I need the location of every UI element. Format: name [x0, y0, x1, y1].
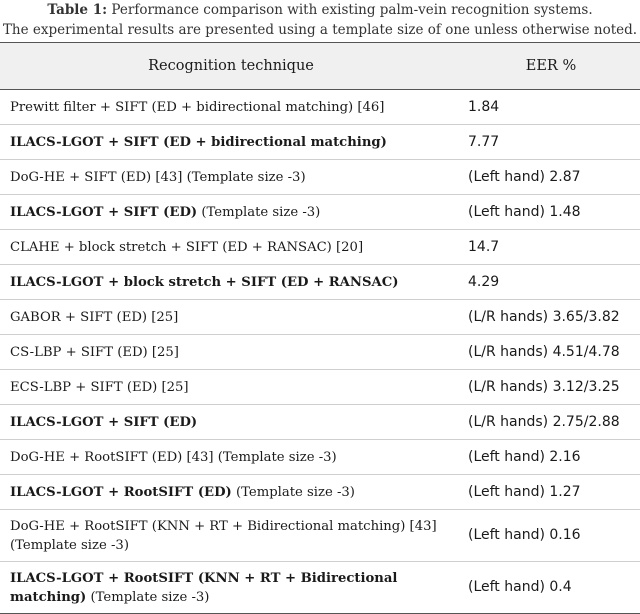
table-row: [0, 90, 640, 125]
technique-text: Prewitt filter + SIFT (ED + bidirectional matching) [46]: [10, 99, 385, 115]
technique-cell: [0, 405, 462, 440]
eer-cell: (L/R hands) 3.65/3.82: [462, 300, 640, 335]
technique-cell: [0, 160, 462, 195]
eer-cell: (L/R hands) 2.75/2.88: [462, 405, 640, 440]
technique-cell: [0, 300, 462, 335]
technique-cell: [0, 90, 462, 125]
eer-cell: (L/R hands) 3.12/3.25: [462, 370, 640, 405]
table-row: [0, 562, 640, 614]
table-row: [0, 405, 640, 440]
technique-cell: [0, 335, 462, 370]
table-row: [0, 370, 640, 405]
table-row: [0, 125, 640, 160]
caption-line-1: Performance comparison with existing palm-vein recognition systems.: [107, 2, 593, 18]
eer-cell: (L/R hands) 4.51/4.78: [462, 335, 640, 370]
table-caption: [0, 0, 640, 42]
technique-text: DoG-HE + SIFT (ED) [43] (Template size -3): [10, 169, 306, 185]
table-row: [0, 265, 640, 300]
header-eer: EER %: [462, 43, 640, 90]
technique-cell: [0, 195, 462, 230]
technique-cell: [0, 475, 462, 510]
table-row: [0, 160, 640, 195]
table-row: [0, 300, 640, 335]
table-row: [0, 195, 640, 230]
caption-label: Table 1:: [47, 2, 108, 18]
technique-text: GABOR + SIFT (ED) [25]: [10, 309, 179, 325]
comparison-table: [0, 42, 640, 614]
eer-cell: 14.7: [462, 230, 640, 265]
eer-cell: (Left hand) 0.16: [462, 510, 640, 562]
table-header-row: [0, 43, 640, 90]
technique-text: DoG-HE + RootSIFT (ED) [43] (Template size -3): [10, 449, 337, 465]
technique-text: CS-LBP + SIFT (ED) [25]: [10, 344, 179, 360]
technique-text: (Template size -3): [86, 589, 210, 605]
table-row: [0, 510, 640, 562]
header-technique: Recognition technique: [0, 43, 462, 90]
technique-text: DoG-HE + RootSIFT (KNN + RT + Bidirectional matching) [43] (Template size -3): [10, 518, 437, 553]
eer-cell: (Left hand) 1.27: [462, 475, 640, 510]
technique-bold: ILACS-LGOT + block stretch + SIFT (ED + RANSAC): [10, 274, 399, 290]
technique-cell: [0, 265, 462, 300]
technique-cell: [0, 510, 462, 562]
eer-cell: (Left hand) 2.16: [462, 440, 640, 475]
table-row: [0, 230, 640, 265]
table-row: [0, 475, 640, 510]
eer-cell: 1.84: [462, 90, 640, 125]
technique-cell: [0, 125, 462, 160]
table-row: [0, 440, 640, 475]
technique-text: (Template size -3): [197, 204, 321, 220]
technique-cell: [0, 370, 462, 405]
technique-bold: ILACS-LGOT + SIFT (ED + bidirectional matching): [10, 134, 387, 150]
table-row: [0, 335, 640, 370]
technique-bold: ILACS-LGOT + SIFT (ED): [10, 204, 198, 220]
technique-bold: ILACS-LGOT + SIFT (ED): [10, 414, 198, 430]
technique-text: (Template size -3): [231, 484, 355, 500]
eer-cell: 4.29: [462, 265, 640, 300]
technique-cell: [0, 440, 462, 475]
technique-bold: ILACS-LGOT + RootSIFT (KNN + RT + Bidirectional matching): [10, 570, 398, 605]
technique-text: CLAHE + block stretch + SIFT (ED + RANSAC) [20]: [10, 239, 364, 255]
technique-bold: ILACS-LGOT + RootSIFT (ED): [10, 484, 232, 500]
technique-text: ECS-LBP + SIFT (ED) [25]: [10, 379, 189, 395]
eer-cell: (Left hand) 1.48: [462, 195, 640, 230]
eer-cell: (Left hand) 2.87: [462, 160, 640, 195]
technique-cell: [0, 562, 462, 614]
eer-cell: (Left hand) 0.4: [462, 562, 640, 614]
caption-line-2: The experimental results are presented using a template size of one unless otherwise noted.: [2, 22, 638, 38]
eer-cell: 7.77: [462, 125, 640, 160]
technique-cell: [0, 230, 462, 265]
